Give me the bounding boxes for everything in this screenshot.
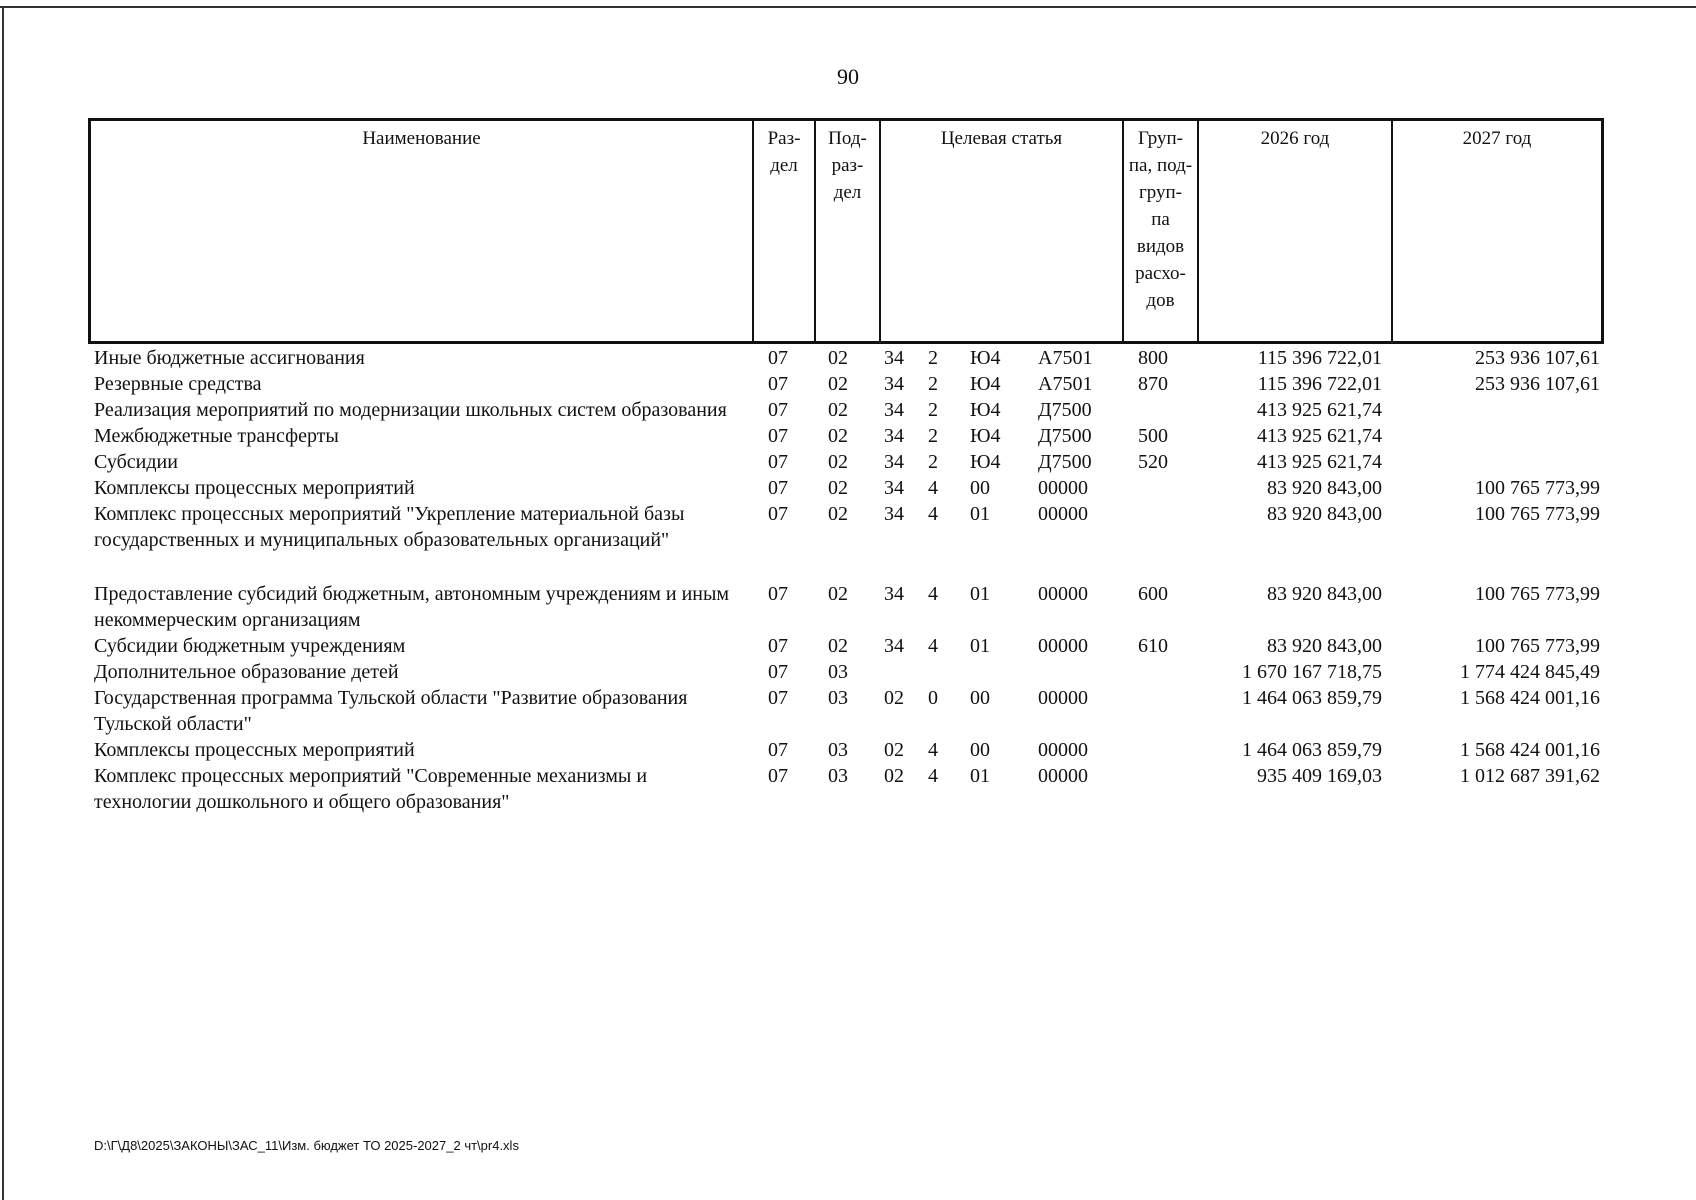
cell-cs-program: 34 bbox=[884, 425, 904, 447]
cell-cs-type: 4 bbox=[928, 739, 938, 761]
cell-2027: 1 568 424 001,16 bbox=[1460, 739, 1600, 761]
cell-cs-program: 34 bbox=[884, 373, 904, 395]
table-row bbox=[88, 397, 1604, 423]
cell-cs-direction: 00000 bbox=[1038, 687, 1088, 709]
cell-cs-program: 02 bbox=[884, 765, 904, 787]
table-row bbox=[88, 659, 1604, 685]
cell-cs-structure: 00 bbox=[970, 687, 990, 709]
cell-cs-structure: Ю4 bbox=[970, 347, 1001, 369]
cell-razdel: 07 bbox=[768, 765, 788, 787]
cell-podrazdel: 02 bbox=[828, 451, 848, 473]
cell-cs-structure: 01 bbox=[970, 503, 990, 525]
cell-podrazdel: 02 bbox=[828, 373, 848, 395]
table-row bbox=[88, 449, 1604, 475]
cell-cs-direction: 00000 bbox=[1038, 739, 1088, 761]
table-row bbox=[88, 633, 1604, 659]
cell-2027: 253 936 107,61 bbox=[1475, 373, 1600, 395]
table-row bbox=[88, 345, 1604, 371]
cell-name: Субсидии bbox=[94, 451, 178, 473]
cell-razdel: 07 bbox=[768, 373, 788, 395]
cell-cs-program: 02 bbox=[884, 687, 904, 709]
cell-cs-direction: 00000 bbox=[1038, 477, 1088, 499]
cell-2027: 1 568 424 001,16 bbox=[1460, 687, 1600, 709]
cell-razdel: 07 bbox=[768, 347, 788, 369]
cell-cs-direction: 00000 bbox=[1038, 503, 1088, 525]
cell-razdel: 07 bbox=[768, 635, 788, 657]
cell-name: Иные бюджетные ассигнования bbox=[94, 347, 365, 369]
header-razdel-line: Раз- bbox=[767, 128, 801, 149]
cell-name: Дополнительное образование детей bbox=[94, 661, 399, 683]
cell-2027: 100 765 773,99 bbox=[1475, 583, 1600, 605]
cell-cs-program: 34 bbox=[884, 347, 904, 369]
cell-razdel: 07 bbox=[768, 503, 788, 525]
header-celevaya-statya: Целевая статья bbox=[879, 121, 1122, 341]
header-2026: 2026 год bbox=[1197, 121, 1391, 341]
cell-cs-program: 34 bbox=[884, 477, 904, 499]
cell-cs-direction: Д7500 bbox=[1038, 451, 1092, 473]
cell-name: Межбюджетные трансферты bbox=[94, 425, 339, 447]
cell-cs-type: 4 bbox=[928, 477, 938, 499]
cell-2026: 1 670 167 718,75 bbox=[1242, 661, 1382, 683]
header-podrazdel bbox=[814, 121, 879, 341]
cell-2026: 115 396 722,01 bbox=[1257, 347, 1382, 369]
cell-name: Комплексы процессных мероприятий bbox=[94, 477, 415, 499]
cell-2026: 413 925 621,74 bbox=[1257, 399, 1382, 421]
cell-cs-type: 4 bbox=[928, 503, 938, 525]
cell-razdel: 07 bbox=[768, 399, 788, 421]
table-row bbox=[88, 685, 1604, 737]
cell-cs-structure: 00 bbox=[970, 739, 990, 761]
cell-2027: 100 765 773,99 bbox=[1475, 503, 1600, 525]
header-podrazdel-line: Под- bbox=[828, 128, 867, 149]
cell-podrazdel: 02 bbox=[828, 503, 848, 525]
table-row bbox=[88, 763, 1604, 815]
cell-podrazdel: 03 bbox=[828, 739, 848, 761]
cell-cs-direction: 00000 bbox=[1038, 583, 1088, 605]
cell-2026: 83 920 843,00 bbox=[1267, 477, 1382, 499]
cell-2026: 1 464 063 859,79 bbox=[1242, 687, 1382, 709]
header-gruppa-line: дов bbox=[1146, 290, 1175, 311]
cell-2027: 100 765 773,99 bbox=[1475, 635, 1600, 657]
footer-file-path: D:\Г\Д8\2025\ЗАКОНЫ\ЗАС_11\Изм. бюджет ТО 2025-2027_2 чт\pr4.xls bbox=[94, 1138, 519, 1153]
cell-podrazdel: 02 bbox=[828, 425, 848, 447]
cell-cs-type: 2 bbox=[928, 373, 938, 395]
cell-cs-structure: 00 bbox=[970, 477, 990, 499]
cell-cs-direction: 00000 bbox=[1038, 765, 1088, 787]
header-gruppa-line: па, под- bbox=[1128, 155, 1193, 176]
header-gruppa-line: видов bbox=[1136, 236, 1185, 257]
cell-razdel: 07 bbox=[768, 425, 788, 447]
header-gruppa-line: расхо- bbox=[1135, 263, 1186, 284]
cell-podrazdel: 02 bbox=[828, 635, 848, 657]
cell-name: Комплексы процессных мероприятий bbox=[94, 739, 415, 761]
cell-razdel: 07 bbox=[768, 583, 788, 605]
cell-cs-direction: 00000 bbox=[1038, 635, 1088, 657]
cell-cs-program: 34 bbox=[884, 503, 904, 525]
header-podrazdel-line: дел bbox=[833, 182, 862, 203]
header-podrazdel-line: раз- bbox=[831, 155, 864, 176]
cell-2027: 1 774 424 845,49 bbox=[1460, 661, 1600, 683]
header-gruppa-line: Груп- bbox=[1137, 128, 1184, 149]
cell-cs-type: 4 bbox=[928, 583, 938, 605]
cell-cs-structure: Ю4 bbox=[970, 451, 1001, 473]
cell-cs-structure: Ю4 bbox=[970, 425, 1001, 447]
cell-razdel: 07 bbox=[768, 739, 788, 761]
cell-2027: 1 012 687 391,62 bbox=[1460, 765, 1600, 787]
page-number: 90 bbox=[837, 64, 859, 89]
header-name: Наименование bbox=[362, 128, 481, 149]
cell-cs-type: 2 bbox=[928, 425, 938, 447]
table-row bbox=[88, 501, 1604, 581]
cell-cs-type: 2 bbox=[928, 399, 938, 421]
cell-name: Предоставление субсидий бюджетным, автономным учреждениям и иным некоммерческим организациям bbox=[94, 583, 730, 631]
cell-cs-direction: Д7500 bbox=[1038, 399, 1092, 421]
cell-cs-direction: А7501 bbox=[1038, 347, 1093, 369]
cell-podrazdel: 02 bbox=[828, 347, 848, 369]
table-row bbox=[88, 581, 1604, 633]
header-razdel-line: дел bbox=[770, 155, 798, 176]
cell-2026: 83 920 843,00 bbox=[1267, 583, 1382, 605]
cell-cs-program: 34 bbox=[884, 583, 904, 605]
cell-cs-structure: 01 bbox=[970, 583, 990, 605]
cell-cs-direction: А7501 bbox=[1038, 373, 1093, 395]
cell-podrazdel: 03 bbox=[828, 765, 848, 787]
cell-razdel: 07 bbox=[768, 661, 788, 683]
cell-podrazdel: 03 bbox=[828, 661, 848, 683]
table-row bbox=[88, 475, 1604, 501]
cell-podrazdel: 02 bbox=[828, 583, 848, 605]
cell-cs-program: 02 bbox=[884, 739, 904, 761]
cell-podrazdel: 02 bbox=[828, 477, 848, 499]
cell-name: Резервные средства bbox=[94, 373, 262, 395]
cell-cs-type: 2 bbox=[928, 347, 938, 369]
cell-cs-structure: 01 bbox=[970, 765, 990, 787]
cell-2026: 413 925 621,74 bbox=[1257, 451, 1382, 473]
cell-cs-direction: Д7500 bbox=[1038, 425, 1092, 447]
cell-2027: 253 936 107,61 bbox=[1475, 347, 1600, 369]
table-body bbox=[88, 345, 1604, 815]
scan-border-top bbox=[0, 6, 1696, 8]
header-razdel bbox=[752, 121, 814, 341]
header-2027: 2027 год bbox=[1391, 121, 1601, 341]
cell-vid-rashodov: 870 bbox=[1138, 373, 1168, 395]
cell-2027: 100 765 773,99 bbox=[1475, 477, 1600, 499]
cell-cs-program: 34 bbox=[884, 399, 904, 421]
cell-name: Комплекс процессных мероприятий "Современные механизмы и технологии дошкольного и общего образования" bbox=[94, 765, 648, 813]
cell-cs-structure: 01 bbox=[970, 635, 990, 657]
cell-cs-program: 34 bbox=[884, 635, 904, 657]
scan-border-left bbox=[2, 6, 4, 1200]
cell-podrazdel: 02 bbox=[828, 399, 848, 421]
cell-name: Субсидии бюджетным учреждениям bbox=[94, 635, 406, 657]
cell-cs-type: 2 bbox=[928, 451, 938, 473]
cell-2026: 413 925 621,74 bbox=[1257, 425, 1382, 447]
cell-2026: 935 409 169,03 bbox=[1257, 765, 1382, 787]
cell-2026: 83 920 843,00 bbox=[1267, 503, 1382, 525]
header-gruppa-vidov-rashodov bbox=[1122, 121, 1197, 341]
cell-vid-rashodov: 600 bbox=[1138, 583, 1168, 605]
cell-cs-type: 0 bbox=[928, 687, 938, 709]
cell-podrazdel: 03 bbox=[828, 687, 848, 709]
cell-vid-rashodov: 610 bbox=[1138, 635, 1168, 657]
cell-2026: 83 920 843,00 bbox=[1267, 635, 1382, 657]
table-header bbox=[88, 118, 1604, 344]
cell-name: Реализация мероприятий по модернизации школьных систем образования bbox=[94, 399, 727, 421]
table-row bbox=[88, 737, 1604, 763]
cell-name: Государственная программа Тульской области "Развитие образования Тульской области" bbox=[94, 687, 688, 735]
cell-vid-rashodov: 520 bbox=[1138, 451, 1168, 473]
cell-vid-rashodov: 500 bbox=[1138, 425, 1168, 447]
cell-cs-program: 34 bbox=[884, 451, 904, 473]
cell-cs-type: 4 bbox=[928, 635, 938, 657]
cell-razdel: 07 bbox=[768, 451, 788, 473]
cell-2026: 115 396 722,01 bbox=[1257, 373, 1382, 395]
cell-cs-structure: Ю4 bbox=[970, 399, 1001, 421]
cell-2026: 1 464 063 859,79 bbox=[1242, 739, 1382, 761]
cell-name: Комплекс процессных мероприятий "Укрепление материальной базы государственных и муниципальных образовательных организаций" bbox=[94, 503, 685, 551]
cell-cs-structure: Ю4 bbox=[970, 373, 1001, 395]
cell-razdel: 07 bbox=[768, 477, 788, 499]
cell-cs-type: 4 bbox=[928, 765, 938, 787]
header-gruppa-line: груп- bbox=[1138, 182, 1183, 203]
table-row bbox=[88, 423, 1604, 449]
cell-vid-rashodov: 800 bbox=[1138, 347, 1168, 369]
table-row bbox=[88, 371, 1604, 397]
cell-razdel: 07 bbox=[768, 687, 788, 709]
header-gruppa-line: па bbox=[1151, 209, 1170, 230]
